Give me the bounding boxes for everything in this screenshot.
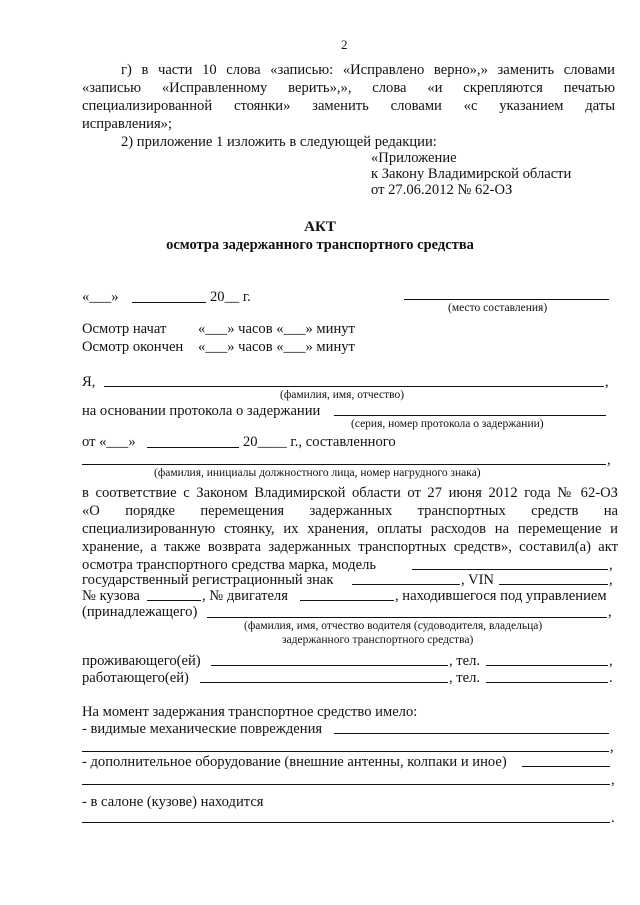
vehicle-end: , [609, 557, 613, 573]
living-tel-line [486, 665, 608, 666]
law-line-3: специализированную стоянку, их хранения, оплаты расходов на перемещение и [82, 521, 618, 537]
place-line [404, 299, 609, 300]
start-label: Осмотр начат [82, 321, 167, 337]
vin-line [499, 584, 608, 585]
damage-line-1 [334, 733, 609, 734]
driver-label: , находившегося под управлением [395, 588, 607, 604]
end-label: Осмотр окончен [82, 339, 184, 355]
fio-caption: (фамилия, имя, отчество) [280, 389, 405, 401]
annex-line-2: к Закону Владимирской области [371, 166, 572, 182]
equipment-end: , [611, 772, 615, 788]
cabin-end: . [611, 810, 615, 826]
working-tel: , тел. [449, 670, 481, 686]
working-line [200, 682, 448, 683]
cabin-line [82, 822, 610, 823]
document-title: АКТ [304, 219, 336, 235]
living-end: , [609, 653, 613, 669]
vehicle-line [412, 569, 608, 570]
owner-label: (принадлежащего) [82, 604, 198, 620]
basis-label: на основании протокола о задержании [82, 403, 321, 419]
end-value: «___» часов «___» минут [198, 339, 355, 355]
from-label: от «___» [82, 434, 136, 450]
owner-caption-2: задержанного транспортного средства) [282, 634, 474, 646]
annex-line-3: от 27.06.2012 № 62-ОЗ [371, 182, 513, 198]
engine-label: , № двигателя [202, 588, 288, 604]
body-label: № кузова [82, 588, 140, 604]
intro-line-3: специализированной стоянки» заменить словами «с указанием даты [82, 98, 615, 114]
from-month-line [147, 447, 239, 448]
intro-line-1: г) в части 10 слова «записью: «Исправлено верно»,» заменить словами [121, 62, 615, 78]
intro-line-4: исправления»; [82, 116, 173, 132]
place-caption: (место составления) [448, 302, 548, 314]
working-end: . [609, 670, 613, 686]
law-line-4: хранение, а также возврата задержанных транспортных средств», составил(а) акт [82, 539, 618, 555]
page-number: 2 [341, 37, 348, 52]
start-value: «___» часов «___» минут [198, 321, 355, 337]
equipment-label: - дополнительное оборудование (внешние антенны, колпаки и иное) [82, 754, 507, 770]
law-line-2: «О порядке перемещения задержанных транспортных средств на [82, 503, 618, 519]
engine-line [300, 600, 394, 601]
intro-paragraph-2: 2) приложение 1 изложить в следующей редакции: [121, 134, 437, 150]
protocol-caption: (серия, номер протокола о задержании) [351, 418, 544, 430]
working-label: работающего(ей) [82, 670, 189, 686]
reg-label: государственный регистрационный знак [82, 572, 334, 588]
owner-line [207, 617, 607, 618]
protocol-line [334, 415, 606, 416]
cabin-label: - в салоне (кузове) находится [82, 794, 264, 810]
equipment-line-1 [522, 766, 610, 767]
date-month-line [132, 302, 206, 303]
date-day: «___» [82, 289, 119, 305]
official-caption: (фамилия, инициалы должностного лица, номер нагрудного знака) [154, 467, 481, 479]
from-year: 20____ г., составленного [243, 434, 396, 450]
body-line [147, 600, 201, 601]
living-label: проживающего(ей) [82, 653, 201, 669]
intro-line-2: «записью «Исправленному верить»,», слова «и скрепляются печатью [82, 80, 615, 96]
reg-line [352, 584, 460, 585]
official-line [82, 464, 606, 465]
owner-caption-1: (фамилия, имя, отчество водителя (судоводителя, владельца) [244, 620, 543, 632]
owner-end: , [608, 604, 612, 620]
working-tel-line [486, 682, 608, 683]
official-end: , [607, 452, 611, 468]
living-line [211, 665, 448, 666]
reg-end: , [609, 572, 613, 588]
inspector-line [104, 386, 604, 387]
document-subtitle: осмотра задержанного транспортного средства [166, 237, 474, 253]
vehicle-label: осмотра транспортного средства марка, модель [82, 557, 377, 573]
inspector-label: Я, [82, 374, 96, 390]
moment-label: На момент задержания транспортное средство имело: [82, 704, 418, 720]
date-year: 20__ г. [210, 289, 251, 305]
annex-line-1: «Приложение [371, 150, 457, 166]
damage-line-2 [82, 751, 609, 752]
damage-label: - видимые механические повреждения [82, 721, 323, 737]
equipment-line-2 [82, 784, 610, 785]
damage-end: , [610, 739, 614, 755]
vin-label: , VIN [461, 572, 494, 588]
living-tel: , тел. [449, 653, 481, 669]
inspector-end: , [605, 374, 609, 390]
law-line-1: в соответствие с Законом Владимирской области от 27 июня 2012 года № 62-ОЗ [82, 485, 618, 501]
